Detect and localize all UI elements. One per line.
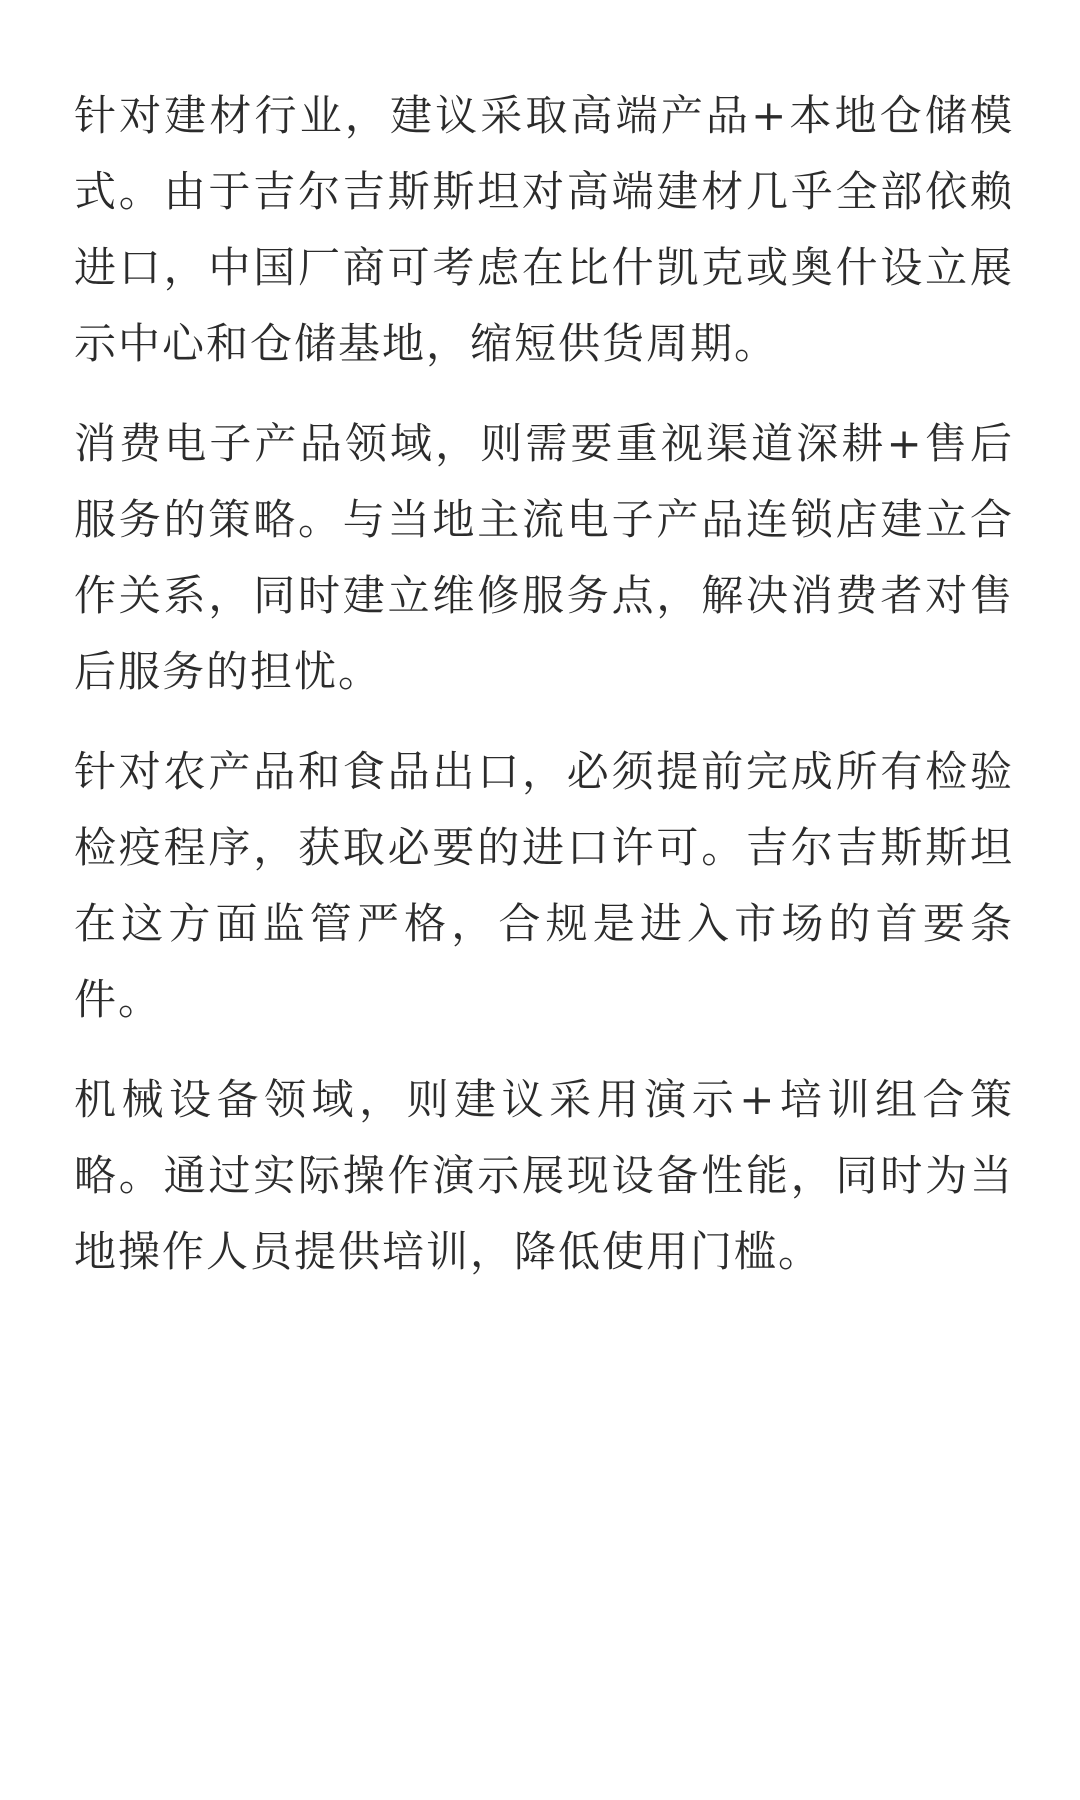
- paragraph-consumer-electronics: 消费电子产品领域，则需要重视渠道深耕+售后服务的策略。与当地主流电子产品连锁店建立合作关系，同时建立维修服务点，解决消费者对售后服务的担忧。: [74, 419, 1014, 696]
- article-body: [74, 78, 1014, 1314]
- paragraph-agriculture-food: 针对农产品和食品出口，必须提前完成所有检验检疫程序，获取必要的进口许可。吉尔吉斯斯坦在这方面监管严格，合规是进入市场的首要条件。: [74, 747, 1014, 1024]
- paragraph-building-materials: 针对建材行业，建议采取高端产品+本地仓储模式。由于吉尔吉斯斯坦对高端建材几乎全部依赖进口，中国厂商可考虑在比什凯克或奥什设立展示中心和仓储基地，缩短供货周期。: [74, 91, 1014, 368]
- paragraph-machinery: 机械设备领域，则建议采用演示+培训组合策略。通过实际操作演示展现设备性能，同时为当地操作人员提供培训，降低使用门槛。: [74, 1075, 1014, 1276]
